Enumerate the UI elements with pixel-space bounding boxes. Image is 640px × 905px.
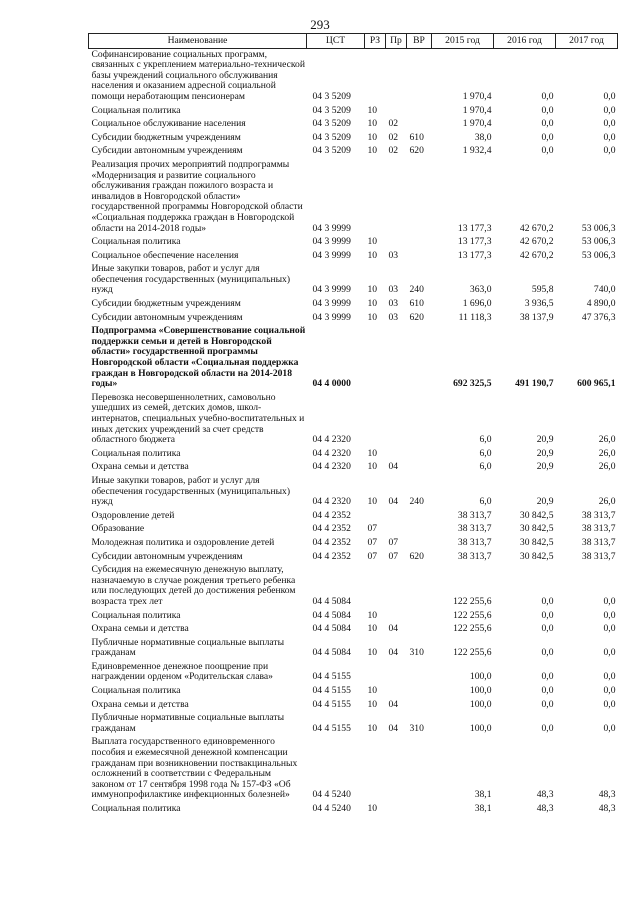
table-row [89, 685, 618, 699]
row-cst: 04 4 5155 [312, 671, 351, 683]
row-2015: 1 970,4 [462, 104, 492, 116]
row-name: Реализация прочих мероприятий подпрограммы «Модернизация и развитие социального обслуживания граждан пожилого возраста и инвалидов в Новгородской области» государственной программы Новгородской области «Социальная поддержка граждан в Новгородской области на 2014-2018 годы» [91, 158, 303, 234]
row-2017: 0,0 [603, 671, 616, 683]
row-cst: 04 3 9999 [312, 311, 351, 323]
row-rz: 10 [367, 249, 378, 261]
row-2016: 0,0 [541, 698, 554, 710]
row-pr: 03 [388, 249, 399, 261]
row-cst: 04 3 9999 [312, 222, 351, 234]
row-vr: 610 [409, 131, 424, 143]
row-2016: 491 190,7 [515, 378, 554, 390]
row-2017: 38 313,7 [581, 523, 616, 535]
row-2015: 6,0 [479, 434, 492, 446]
row-2015: 11 118,3 [458, 311, 492, 323]
row-cst: 04 4 2352 [312, 509, 351, 521]
row-cst: 04 3 5209 [312, 90, 351, 102]
row-2016: 0,0 [541, 623, 554, 635]
row-name: Публичные нормативные социальные выплаты гражданам [91, 636, 285, 659]
row-cst: 04 3 9999 [312, 298, 351, 310]
row-name: Социальное обслуживание населения [91, 118, 246, 130]
header-2017: 2017 год [556, 34, 618, 49]
row-vr [407, 250, 432, 264]
row-cst: 04 4 2352 [312, 523, 351, 535]
row-cst: 04 3 9999 [312, 249, 351, 261]
row-vr [407, 661, 432, 685]
row-vr [407, 461, 432, 475]
row-pr [386, 803, 407, 817]
row-cst: 04 3 5209 [312, 131, 351, 143]
row-2016: 3 936,5 [524, 298, 554, 310]
row-2016: 0,0 [541, 685, 554, 697]
row-2015: 38 313,7 [457, 536, 492, 548]
row-rz: 07 [367, 523, 378, 535]
row-2016: 30 842,5 [519, 523, 554, 535]
row-cst: 04 4 5155 [312, 722, 351, 734]
row-rz: 07 [367, 536, 378, 548]
row-2017: 0,0 [603, 90, 616, 102]
row-cst: 04 4 2320 [312, 434, 351, 446]
row-pr: 04 [388, 698, 399, 710]
row-vr [407, 236, 432, 250]
row-vr [407, 610, 432, 624]
row-2016: 0,0 [541, 722, 554, 734]
row-cst: 04 3 9999 [312, 284, 351, 296]
table-row [89, 661, 618, 685]
table-row [89, 623, 618, 637]
row-vr [407, 118, 432, 132]
table-row [89, 325, 618, 392]
row-name: Публичные нормативные социальные выплаты гражданам [91, 712, 285, 734]
row-rz: 10 [367, 236, 378, 248]
row-2017: 26,0 [598, 434, 616, 446]
row-pr [386, 325, 407, 392]
row-rz: 10 [367, 298, 378, 310]
row-2016: 38 137,9 [519, 311, 554, 323]
row-name: Социальная политика [91, 803, 181, 814]
table-row [89, 48, 618, 104]
row-name: Иные закупки товаров, работ и услуг для обеспечения государственных (муниципальных) нужд [91, 474, 291, 508]
row-name: Социальная политика [91, 447, 181, 459]
row-name: Субсидии автономным учреждениям [91, 311, 243, 323]
row-2016: 0,0 [541, 118, 554, 130]
row-rz: 10 [367, 118, 378, 130]
row-name: Охрана семьи и детства [91, 623, 189, 635]
row-vr [407, 537, 432, 551]
row-2016: 42 670,2 [519, 249, 554, 261]
row-pr [386, 448, 407, 462]
row-rz: 10 [367, 447, 378, 459]
page-number: 293 [310, 17, 330, 32]
row-cst: 04 3 9999 [312, 236, 351, 248]
row-2015: 100,0 [469, 671, 492, 683]
row-cst: 04 4 5240 [312, 803, 351, 814]
row-vr [407, 564, 432, 609]
row-2017: 0,0 [603, 647, 616, 659]
row-2016: 42 670,2 [519, 222, 554, 234]
row-2016: 0,0 [541, 609, 554, 621]
row-2015: 6,0 [479, 496, 492, 508]
table-row [89, 610, 618, 624]
row-rz [365, 159, 386, 236]
row-2016: 0,0 [541, 90, 554, 102]
row-vr: 620 [409, 550, 424, 562]
row-rz: 10 [367, 623, 378, 635]
row-pr [386, 661, 407, 685]
row-2017: 26,0 [598, 461, 616, 473]
row-2016: 30 842,5 [519, 509, 554, 521]
row-rz: 10 [367, 609, 378, 621]
row-vr: 620 [409, 145, 424, 157]
row-pr [386, 392, 407, 448]
row-2017: 53 006,3 [581, 249, 616, 261]
row-2015: 38,1 [474, 789, 492, 801]
row-2017: 0,0 [603, 609, 616, 621]
row-2017: 53 006,3 [581, 236, 616, 248]
header-rz: РЗ [365, 34, 386, 49]
row-2015: 6,0 [479, 461, 492, 473]
row-rz: 10 [367, 685, 378, 697]
row-2017: 0,0 [603, 595, 616, 607]
row-rz [365, 48, 386, 104]
row-2016: 0,0 [541, 595, 554, 607]
table-row [89, 712, 618, 736]
row-cst: 04 4 5084 [312, 609, 351, 621]
row-2016: 595,8 [531, 284, 554, 296]
row-2017: 38 313,7 [581, 509, 616, 521]
header-2016: 2016 год [494, 34, 556, 49]
row-2016: 30 842,5 [519, 550, 554, 562]
table-row [89, 298, 618, 312]
row-cst: 04 4 5084 [312, 647, 351, 659]
row-rz: 10 [367, 698, 378, 710]
row-2017: 38 313,7 [581, 536, 616, 548]
table-row [89, 448, 618, 462]
row-2015: 122 255,6 [453, 609, 492, 621]
row-vr [407, 392, 432, 448]
row-pr: 04 [388, 623, 399, 635]
row-vr [407, 159, 432, 236]
row-rz [365, 392, 386, 448]
row-2015: 122 255,6 [453, 595, 492, 607]
row-2016: 0,0 [541, 647, 554, 659]
row-vr [407, 448, 432, 462]
row-vr [407, 523, 432, 537]
row-2016: 20,9 [536, 434, 554, 446]
row-2017: 0,0 [603, 722, 616, 734]
row-name: Выплата государственного единовременного пособия и ежемесячной денежной компенсации гражданам при возникновении поствакцинальных осложнений в соответствии с Федеральным законом от 17 сентября 1998 года № 157-ФЗ «Об иммунопрофилактике инфекционных болезней» [91, 736, 298, 801]
row-2015: 1 970,4 [462, 118, 492, 130]
row-name: Социальная политика [91, 685, 181, 697]
row-name: Молодежная политика и оздоровление детей [91, 536, 275, 548]
row-2015: 122 255,6 [453, 647, 492, 659]
row-2015: 13 177,3 [457, 222, 492, 234]
row-rz: 10 [367, 104, 378, 116]
table-row [89, 537, 618, 551]
row-2015: 1 970,4 [462, 90, 492, 102]
row-rz [365, 325, 386, 392]
table-header [89, 34, 618, 49]
row-cst: 04 3 5209 [312, 145, 351, 157]
row-pr: 03 [388, 284, 399, 296]
row-cst: 04 4 2352 [312, 536, 351, 548]
row-name: Субсидии бюджетным учреждениям [91, 131, 241, 143]
row-pr: 02 [388, 145, 399, 157]
row-cst: 04 4 5155 [312, 685, 351, 697]
row-2017: 26,0 [598, 496, 616, 508]
row-vr: 240 [409, 496, 424, 508]
row-name: Образование [91, 523, 145, 535]
row-2015: 38,0 [474, 131, 492, 143]
row-pr [386, 610, 407, 624]
row-vr [407, 48, 432, 104]
row-pr [386, 736, 407, 803]
table-row [89, 392, 618, 448]
row-rz: 10 [367, 131, 378, 143]
row-cst: 04 4 2320 [312, 461, 351, 473]
row-vr [407, 510, 432, 524]
row-rz: 10 [367, 461, 378, 473]
row-pr [386, 48, 407, 104]
table-row [89, 250, 618, 264]
row-cst: 04 4 2320 [312, 447, 351, 459]
row-vr: 610 [409, 298, 424, 310]
row-rz: 10 [367, 284, 378, 296]
row-rz: 10 [367, 311, 378, 323]
row-pr [386, 523, 407, 537]
row-2016: 20,9 [536, 461, 554, 473]
row-name: Единовременное денежное поощрение при награждении орденом «Родительская слава» [91, 660, 273, 683]
row-2015: 13 177,3 [457, 249, 492, 261]
table-row [89, 263, 618, 298]
row-rz [365, 661, 386, 685]
row-2017: 48,3 [598, 803, 616, 814]
row-pr [386, 159, 407, 236]
row-rz: 10 [367, 496, 378, 508]
row-2015: 122 255,6 [453, 623, 492, 635]
header-2015: 2015 год [432, 34, 494, 49]
row-vr: 240 [409, 284, 424, 296]
table-row [89, 699, 618, 713]
row-cst: 04 4 5084 [312, 595, 351, 607]
row-rz [365, 510, 386, 524]
row-2016: 48,3 [536, 803, 554, 814]
row-2016: 42 670,2 [519, 236, 554, 248]
row-rz: 07 [367, 550, 378, 562]
row-pr: 02 [388, 131, 399, 143]
table-row [89, 803, 618, 817]
row-2017: 0,0 [603, 698, 616, 710]
table-row [89, 510, 618, 524]
row-cst: 04 3 5209 [312, 104, 351, 116]
row-rz: 10 [367, 145, 378, 157]
row-2017: 47 376,3 [581, 311, 616, 323]
row-pr: 03 [388, 298, 399, 310]
row-name: Субсидия на ежемесячную денежную выплату, назначаемую в случае рождения третьего ребенка или последующих детей до достижения ребенком возраста трех лет [91, 564, 296, 607]
row-2015: 38 313,7 [457, 550, 492, 562]
row-vr [407, 623, 432, 637]
row-2017: 4 890,0 [586, 298, 616, 310]
row-2016: 0,0 [541, 131, 554, 143]
row-name: Софинансирование социальных программ, связанных с укреплением материально-технической базы учреждений социального обслуживания населения и оказанием адресной социальной помощи неработающим пенсионерам [91, 48, 305, 102]
table-row [89, 236, 618, 250]
row-pr: 04 [388, 461, 399, 473]
header-vr: ВР [407, 34, 432, 49]
row-cst: 04 4 5240 [312, 789, 351, 801]
row-name: Социальная политика [91, 236, 181, 248]
budget-table [88, 33, 618, 817]
row-2016: 20,9 [536, 496, 554, 508]
row-2017: 38 313,7 [581, 550, 616, 562]
row-2017: 48,3 [598, 789, 616, 801]
table-row [89, 736, 618, 803]
row-2015: 38,1 [474, 803, 492, 814]
row-name: Субсидии автономным учреждениям [91, 145, 243, 157]
row-rz: 10 [367, 647, 378, 659]
row-name: Социальная политика [91, 104, 181, 116]
row-2015: 13 177,3 [457, 236, 492, 248]
row-2017: 0,0 [603, 118, 616, 130]
row-cst: 04 4 5155 [312, 698, 351, 710]
table-row [89, 475, 618, 510]
row-rz: 10 [367, 803, 378, 814]
table-row [89, 523, 618, 537]
row-pr: 02 [388, 118, 399, 130]
row-name: Перевозка несовершеннолетних, самовольно ушедших из семей, детских домов, школ-интернатов, специальных учебно-воспитательных и иных детских учреждений за счет средств областного бюджета [91, 391, 305, 446]
row-name: Оздоровление детей [91, 509, 175, 521]
table-body [89, 48, 618, 817]
row-pr: 07 [388, 550, 399, 562]
row-pr: 04 [388, 496, 399, 508]
row-2017: 0,0 [603, 145, 616, 157]
row-2017: 0,0 [603, 623, 616, 635]
table-row [89, 551, 618, 565]
row-2017: 0,0 [603, 104, 616, 116]
row-pr: 03 [388, 311, 399, 323]
row-vr [407, 685, 432, 699]
row-2017: 0,0 [603, 131, 616, 143]
row-2016: 30 842,5 [519, 536, 554, 548]
row-vr: 620 [409, 311, 424, 323]
row-2015: 1 696,0 [462, 298, 492, 310]
row-name: Социальная политика [91, 609, 181, 621]
row-rz [365, 736, 386, 803]
header-pr: Пр [386, 34, 407, 49]
table-row [89, 637, 618, 661]
row-2017: 53 006,3 [581, 222, 616, 234]
row-vr [407, 325, 432, 392]
row-name: Социальное обеспечение населения [91, 249, 239, 261]
row-vr: 310 [409, 722, 424, 734]
row-pr [386, 510, 407, 524]
row-2017: 0,0 [603, 685, 616, 697]
row-name: Охрана семьи и детства [91, 698, 189, 710]
row-pr [386, 564, 407, 609]
row-pr [386, 236, 407, 250]
row-rz: 10 [367, 722, 378, 734]
row-rz [365, 564, 386, 609]
row-2015: 38 313,7 [457, 509, 492, 521]
row-name: Охрана семьи и детства [91, 461, 189, 473]
row-2016: 0,0 [541, 145, 554, 157]
table-row [89, 564, 618, 609]
row-2015: 692 325,5 [453, 378, 492, 390]
table-row [89, 132, 618, 146]
row-name: Субсидии бюджетным учреждениям [91, 298, 241, 310]
row-pr [386, 105, 407, 119]
row-2017: 600 965,1 [577, 378, 616, 390]
table-row [89, 312, 618, 326]
row-2015: 100,0 [469, 698, 492, 710]
row-vr [407, 736, 432, 803]
header-cst: ЦСТ [307, 34, 365, 49]
table-row [89, 105, 618, 119]
row-2017: 740,0 [593, 284, 616, 296]
row-cst: 04 4 5084 [312, 623, 351, 635]
row-vr [407, 699, 432, 713]
row-2015: 38 313,7 [457, 523, 492, 535]
row-2017: 26,0 [598, 447, 616, 459]
row-pr: 07 [388, 536, 399, 548]
row-2016: 0,0 [541, 104, 554, 116]
row-vr: 310 [409, 647, 424, 659]
table-row [89, 145, 618, 159]
row-2015: 363,0 [469, 284, 492, 296]
row-cst: 04 4 2320 [312, 496, 351, 508]
row-2015: 1 932,4 [462, 145, 492, 157]
header-name: Наименование [89, 34, 307, 49]
row-vr [407, 803, 432, 817]
row-cst: 04 4 2352 [312, 550, 351, 562]
row-vr [407, 105, 432, 119]
row-name: Подпрограмма «Совершенствование социальной поддержки семьи и детей в Новгородской области» государственной программы Новгородской области «Социальная поддержка граждан в Новгородской области на 2014-2018 годы» [91, 325, 306, 390]
row-cst: 04 3 5209 [312, 118, 351, 130]
row-pr [386, 685, 407, 699]
row-2016: 20,9 [536, 447, 554, 459]
table-row [89, 159, 618, 236]
row-pr: 04 [388, 722, 399, 734]
table-row [89, 118, 618, 132]
row-2015: 100,0 [469, 685, 492, 697]
row-name: Иные закупки товаров, работ и услуг для обеспечения государственных (муниципальных) нужд [91, 263, 291, 296]
row-2016: 48,3 [536, 789, 554, 801]
table-row [89, 461, 618, 475]
row-2015: 100,0 [469, 722, 492, 734]
row-name: Субсидии автономным учреждениям [91, 550, 243, 562]
row-2015: 6,0 [479, 447, 492, 459]
row-2016: 0,0 [541, 671, 554, 683]
row-pr: 04 [388, 647, 399, 659]
row-cst: 04 4 0000 [312, 378, 351, 390]
